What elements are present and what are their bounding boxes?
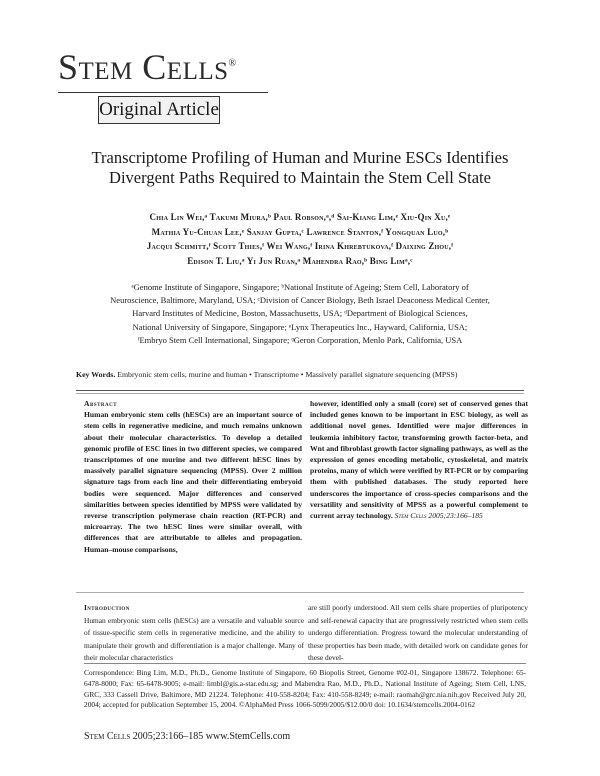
correspondence-text: Correspondence: Bing Lim, M.D., Ph.D., Genome Institute of Singapore, 60 Biopolis Street, Genome #02-01, Singapore 138672. Telephone: 65-6478-8000; Fax: 65-6478-9005; e-mail: limbl@gis.a-star.edu.sg; and Mahendra Rao, M.D., Ph.D., National Institute of Ageing; Stem Cell, LNS, GRC, 333 Cassell Drive, Baltimore, MD 21224. Telephone: 410-558-8204; Fax: 410-558-8249; e-mail: raomah@grc.nia.nih.gov Received July 20, 2004; accepted for publication September 15, 2004. ©AlphaMed Press 1066-5099/2005/$12.00/0 doi: 10.1634/stemcells.2004-0162	[84, 668, 526, 710]
affil-line-2: Neuroscience, Baltimore, Maryland, USA; ᶜDivision of Cancer Biology, Beth Israel Deaconess Medical Center,	[110, 295, 490, 306]
abstract-left-text: Human embryonic stem cells (hESCs) are an important source of stem cells in regenerative medicine, and much remains unknown about their molecular characteristics. To develop a detailed genomic profile of ESC lines in two different species, we compared transcriptomes of one murine and two different hESC lines by massively parallel signature sequencing (MPSS). Over 2 million signature tags from each line and their differentiating embryoid bodies were sequenced. Major differences and conserved similarities between species identified by MPSS were validated by reverse transcription polymerase chain reaction (RT-PCR) and microarray. The two hESC lines were similar overall, with differences that are attributable to alleles and propagation. Human–mouse comparisons,	[84, 410, 302, 554]
abstract-right-text: however, identified only a small (core) set of conserved genes that included genes known to be important in ESC biology, as well as additional novel genes. Identified were major differences in leukemia inhibitory factor, transforming growth factor-beta, and Wnt and fibroblast growth factor signaling pathways, as well as the expression of genes encoding metabolic, cytoskeletal, and matrix proteins, many of which were verified by RT-PCR or by comparing them with published databases. The study reported here underscores the importance of cross-species comparisons and the versatility and sensitivity of MPSS as a powerful complement to current array technology.	[310, 399, 528, 521]
intro-heading: Introduction	[84, 603, 130, 612]
abstract-left-column	[84, 398, 302, 555]
journal-logo	[58, 44, 237, 87]
affil-line-5: ᶠEmbryo Stem Cell International, Singapore; ᶢGeron Corporation, Menlo Park, California, USA	[137, 334, 463, 345]
title-line-2: Divergent Paths Required to Maintain the Stem Cell State	[109, 168, 491, 187]
registered-mark: ®	[228, 58, 237, 69]
intro-left-column	[84, 602, 304, 665]
logo-rule	[58, 92, 268, 93]
keywords	[76, 369, 536, 380]
abstract-heading: Abstract	[84, 399, 118, 408]
keywords-label: Key Words.	[76, 370, 116, 379]
authors-line-1: Chia Lin Wei,ᵃ Takumi Miura,ᵇ Paul Robson,ᵃ,ᵈ Sai-Kiang Lim,ᵉ Xiu-Qin Xu,ᵉ	[149, 212, 451, 222]
footer-journal: Stem Cells	[84, 731, 131, 742]
intro-left-text: Human embryonic stem cells (hESCs) are a versatile and valuable source of tissue-specific stem cells in regenerative medicine, and the ability to manipulate their growth and differentiation is a major challenge. Many of their molecular characteristics	[84, 615, 304, 663]
affil-line-1: ᵃGenome Institute of Singapore, Singapore; ᵇNational Institute of Ageing; Stem Cell, Laboratory of	[131, 282, 469, 292]
section-label-box	[98, 96, 220, 124]
abstract-citation: Stem Cells 2005;23:166–185	[394, 511, 483, 521]
author-list	[60, 210, 540, 268]
abstract-rule-thin	[76, 393, 524, 394]
correspondence-rule	[84, 663, 526, 664]
title-line-1: Transcriptome Profiling of Human and Murine ESCs Identifies	[91, 148, 509, 167]
abstract-rule-bottom	[76, 592, 524, 593]
intro-right-column	[308, 602, 528, 665]
footer-issue: 2005;23:166–185	[132, 731, 204, 742]
authors-line-2: Mathia Yu-Chuan Lee,ᵉ Sanjay Gupta,ᶜ Lawrence Stanton,ᶠ Yongquan Luo,ᵇ	[151, 226, 449, 237]
affil-line-3: Harvard Institutes of Medicine, Boston, Massachusetts, USA; ᵈDepartment of Biological Sciences,	[132, 308, 468, 319]
section-label: Original Article	[99, 99, 219, 120]
journal-title: Stem Cells	[58, 47, 229, 87]
authors-line-3: Jacqui Schmitt,ᶠ Scott Thies,ᶠ Wei Wang,ᶠ Irina Khrebtukova,ᶠ Daixing Zhou,ᶠ	[146, 241, 454, 251]
affiliations	[60, 281, 540, 347]
affil-line-4: National University of Singapore, Singapore; ᵉLynx Therapeutics Inc., Hayward, California, USA;	[132, 321, 468, 332]
page-footer	[84, 730, 290, 744]
intro-right-text: are still poorly understood. All stem cells share properties of pluripotency and self-renewal capacity that are progressively restricted when stem cells undergo differentiation. Progress toward the molecular understanding of these properties has been made, with detailed work on candidate genes for these devel-	[308, 603, 528, 663]
keywords-text: Embryonic stem cells, murine and human • Transcriptome • Massively parallel signature sequencing (MPSS)	[117, 370, 458, 379]
abstract-right-column	[310, 398, 528, 521]
article-title	[60, 148, 540, 188]
abstract-rule-top	[76, 390, 524, 391]
authors-line-4: Edison T. Liu,ᵃ Yi Jun Ruan,ᵃ Mahendra Rao,ᵇ Bing Limᵃ,ᶜ	[187, 255, 413, 266]
footer-url[interactable]: www.StemCells.com	[205, 731, 291, 742]
